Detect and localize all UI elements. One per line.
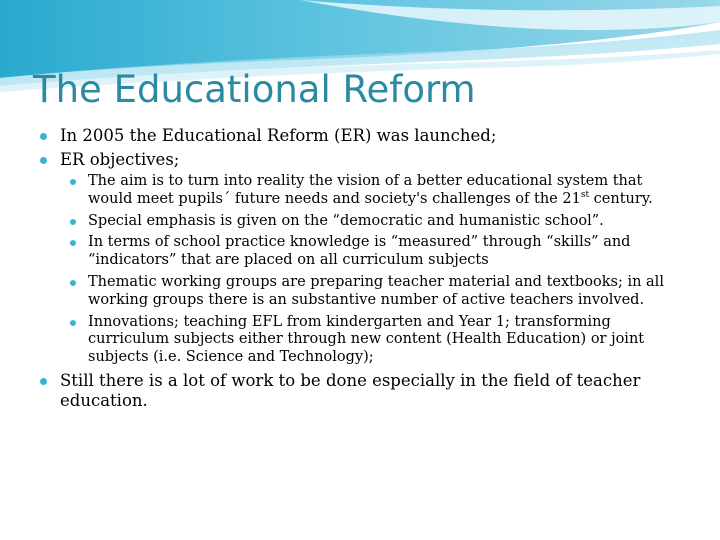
sub-bullet-item bbox=[60, 314, 680, 367]
sub-bullet-item bbox=[60, 213, 680, 231]
sub-bullet-text: Special emphasis is given on the “democratic and humanistic school”. bbox=[88, 212, 604, 229]
bullet-text: Still there is a lot of work to be done especially in the field of teacher education. bbox=[60, 370, 641, 410]
slide-body bbox=[40, 126, 680, 415]
bullet-list bbox=[40, 126, 680, 411]
bullet-dot-icon bbox=[70, 320, 76, 326]
bullet-item bbox=[40, 150, 680, 367]
sub-bullet-text: In terms of school practice knowledge is “measured” through “skills” and “indicators” that are placed on all curriculum subjects bbox=[88, 234, 631, 269]
bullet-item bbox=[40, 126, 680, 146]
superscript: st bbox=[580, 189, 590, 200]
bullet-dot-icon bbox=[70, 280, 76, 286]
slide-title: The Educational Reform bbox=[33, 68, 476, 111]
sub-bullet-text: The aim is to turn into reality the vision of a better educational system that would meet pupils´ future needs and society's challenges of the 21 bbox=[88, 173, 643, 207]
bullet-text: In 2005 the Educational Reform (ER) was launched; bbox=[60, 126, 497, 145]
bullet-text: ER objectives; bbox=[60, 150, 180, 169]
sub-bullet-item bbox=[60, 173, 680, 209]
bullet-dot-icon bbox=[40, 133, 47, 140]
bullet-dot-icon bbox=[40, 157, 47, 164]
bullet-dot-icon bbox=[70, 219, 76, 225]
sub-bullet-text: Innovations; teaching EFL from kindergarten and Year 1; transforming curriculum subjects either through new content (Health Education) or joint subjects (i.e. Science and Technology); bbox=[88, 313, 645, 366]
sub-bullet-item bbox=[60, 234, 680, 270]
bullet-dot-icon bbox=[40, 378, 47, 385]
bullet-dot-icon bbox=[70, 240, 76, 246]
bullet-item bbox=[40, 371, 680, 411]
sub-bullet-list bbox=[60, 173, 680, 367]
sub-bullet-item bbox=[60, 274, 680, 310]
bullet-dot-icon bbox=[70, 179, 76, 185]
sub-bullet-text-end: century. bbox=[589, 190, 653, 207]
sub-bullet-text: Thematic working groups are preparing teacher material and textbooks; in all working groups there is an substantive number of active teachers involved. bbox=[88, 273, 664, 308]
